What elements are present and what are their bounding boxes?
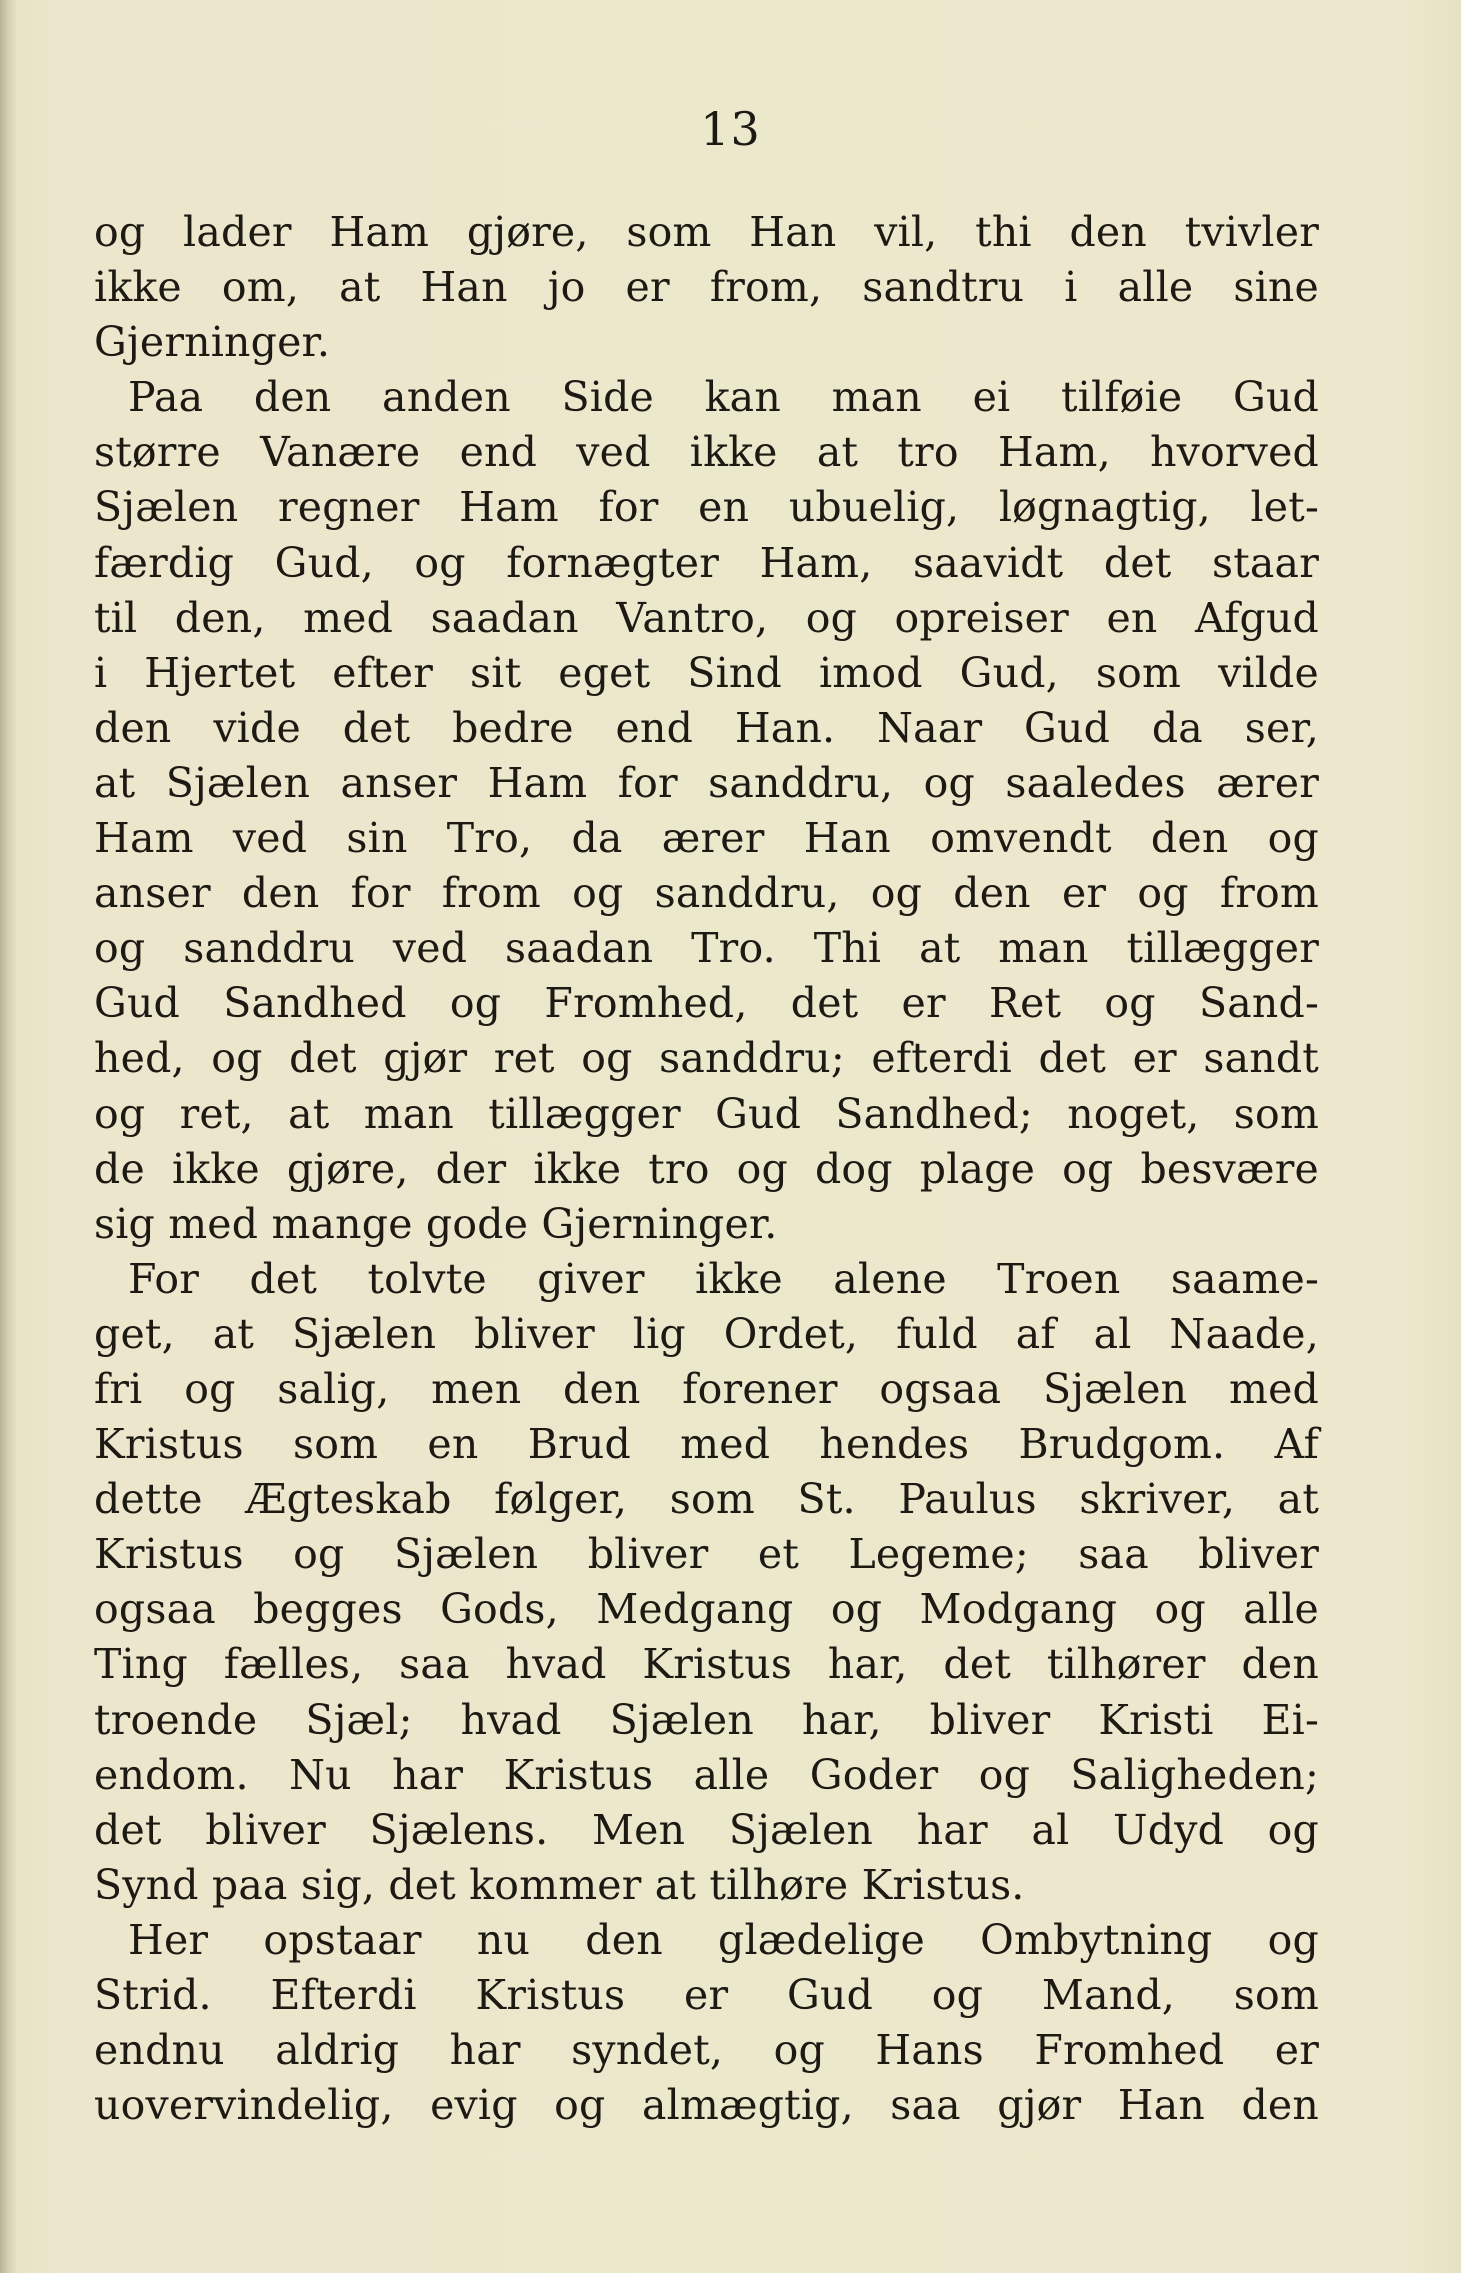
text-line: hed, og det gjør ret og sanddru; efterdi det er sandt — [94, 1034, 1319, 1083]
text-line: Paa den anden Side kan man ei tilføie Gud — [128, 373, 1319, 422]
text-line: Strid. Efterdi Kristus er Gud og Mand, som — [94, 1971, 1319, 2019]
text-line: uovervindelig, evig og almægtig, saa gjør Han den — [94, 2081, 1319, 2130]
page-number: 13 — [700, 102, 761, 156]
text-line: og lader Ham gjøre, som Han vil, thi den tvivler — [94, 208, 1319, 256]
text-line: fri og salig, men den forener ogsaa Sjælen med — [94, 1364, 1319, 1413]
text-line: de ikke gjøre, der ikke tro og dog plage og besvære — [94, 1144, 1319, 1193]
text-line: større Vanære end ved ikke at tro Ham, hvorved — [94, 428, 1319, 477]
text-line: sig med mange gode Gjerninger. — [94, 1199, 778, 1248]
text-line: Gud Sandhed og Fromhed, det er Ret og Sand- — [94, 979, 1319, 1028]
text-line: færdig Gud, og fornægter Ham, saavidt det staar — [94, 538, 1319, 587]
text-line: Her opstaar nu den glædelige Ombytning og — [128, 1915, 1319, 1964]
text-line: den vide det bedre end Han. Naar Gud da ser, — [94, 703, 1319, 752]
text-line: For det tolvte giver ikke alene Troen saame- — [128, 1254, 1319, 1303]
text-line: Kristus og Sjælen bliver et Legeme; saa bliver — [94, 1530, 1319, 1579]
text-line: endom. Nu har Kristus alle Goder og Saligheden; — [94, 1750, 1319, 1799]
text-line: Ham ved sin Tro, da ærer Han omvendt den og — [94, 814, 1319, 863]
page-spine-edge — [0, 0, 16, 2273]
text-line: get, at Sjælen bliver lig Ordet, fuld af al Naade, — [94, 1309, 1319, 1358]
text-line: ogsaa begges Gods, Medgang og Modgang og alle — [94, 1585, 1319, 1634]
text-line: ikke om, at Han jo er from, sandtru i alle sine — [94, 263, 1319, 312]
text-line: at Sjælen anser Ham for sanddru, og saaledes ærer — [94, 758, 1319, 807]
text-line: Synd paa sig, det kommer at tilhøre Kristus. — [94, 1860, 1025, 1909]
text-line: anser den for from og sanddru, og den er og from — [94, 869, 1319, 918]
text-line: Ting fælles, saa hvad Kristus har, det tilhører den — [94, 1640, 1319, 1689]
text-line: Sjælen regner Ham for en ubuelig, løgnagtig, let- — [94, 483, 1319, 532]
text-line: og ret, at man tillægger Gud Sandhed; noget, som — [94, 1089, 1319, 1138]
text-line: Kristus som en Brud med hendes Brudgom. Af — [94, 1420, 1319, 1469]
text-line: og sanddru ved saadan Tro. Thi at man tillægger — [94, 924, 1319, 973]
body-text — [94, 205, 1319, 2133]
text-line: troende Sjæl; hvad Sjælen har, bliver Kristi Ei- — [94, 1695, 1319, 1744]
text-line: Gjerninger. — [94, 318, 331, 367]
text-line: endnu aldrig har syndet, og Hans Fromhed er — [94, 2026, 1319, 2075]
text-line: dette Ægteskab følger, som St. Paulus skriver, at — [94, 1475, 1319, 1524]
text-line: i Hjertet efter sit eget Sind imod Gud, som vilde — [94, 648, 1319, 697]
text-line: til den, med saadan Vantro, og opreiser en Afgud — [94, 593, 1319, 642]
text-line: det bliver Sjælens. Men Sjælen har al Udyd og — [94, 1805, 1319, 1854]
